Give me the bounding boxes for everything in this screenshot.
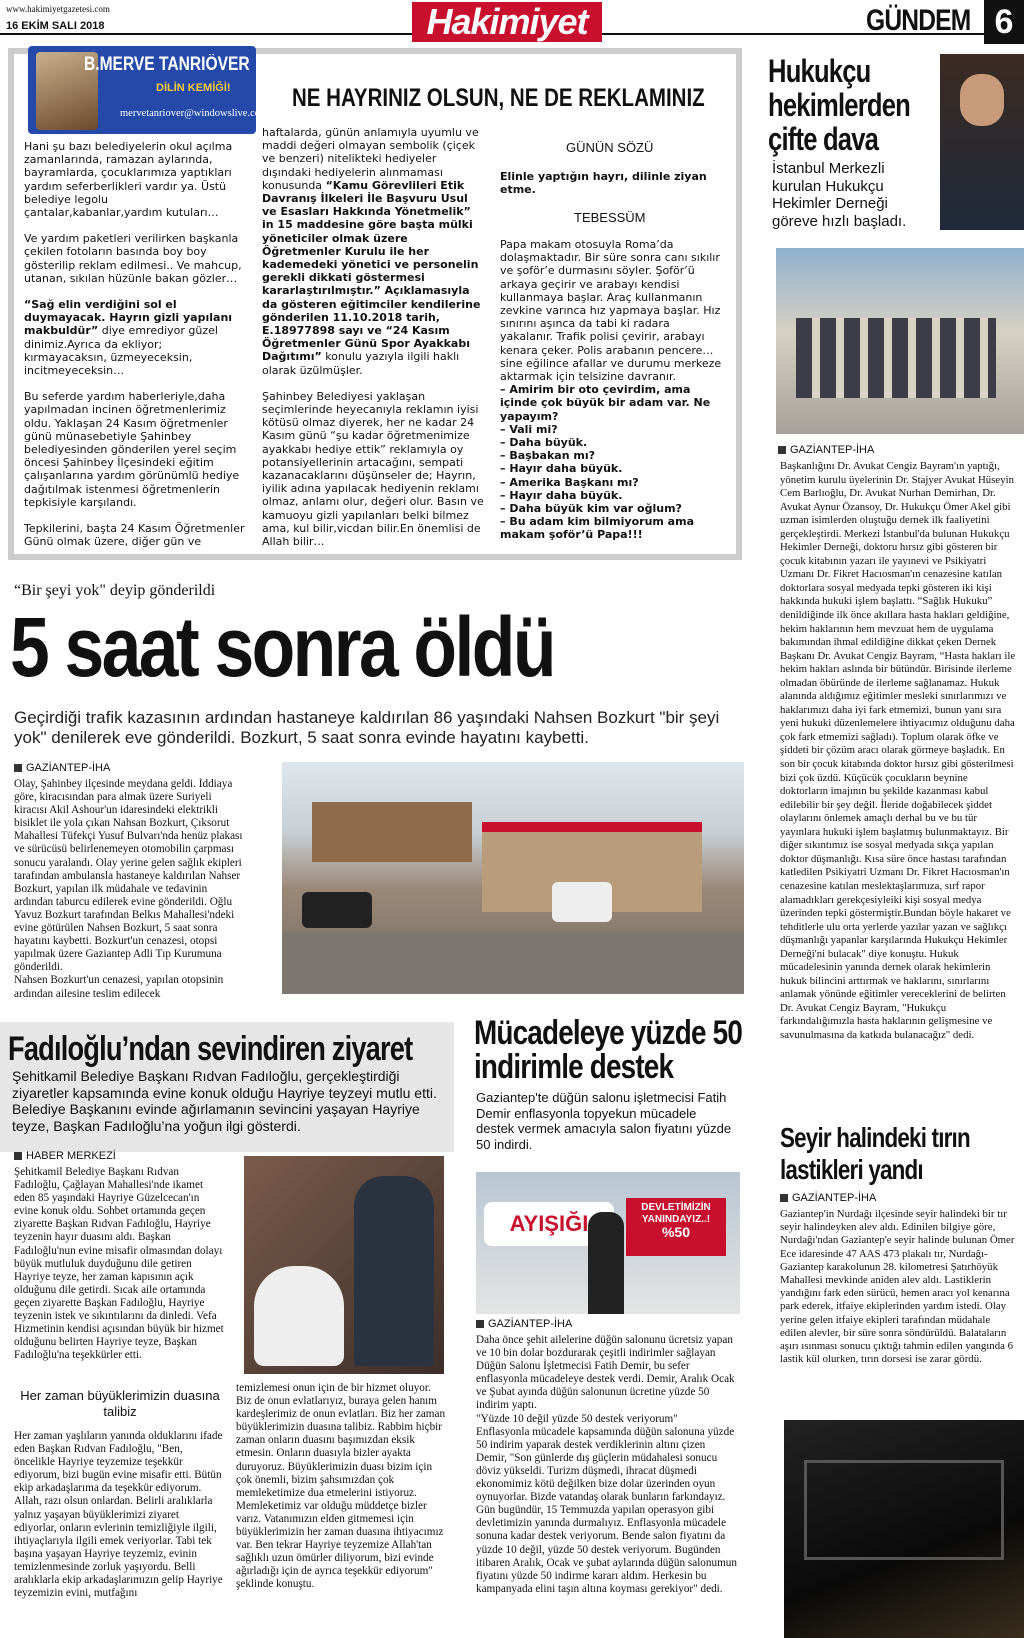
fad-body-2: Her zaman yaşlıların yanında olduklarını ifade eden Başkan Rıdvan Fadıloğlu, "Ben, öncelikle Hayriye teyzemize teşekkür ediyorum, bizi bugün evine misafir etti. Bütün ekip arkadaşlarıma da teşekkür ediyorum. Allah, razı olsun onlardan. Belirli aralıklarla yalnız yaşayan büyüklerimizi ziyaret ediyorlar, onların evlerinin temizliğiyle ilgili, ihtiyaçlarıyla ilgili emek veriyorlar. Tabi tek başına yaşayan Hayriye teyzemiz, evinin temizlenmesinde zorluk yaşıyordu. Belli aralıklarla ekip arkadaşlarımızın gelip Hayriye teyzemizin evini, mutfağını xyxy=(14,1430,223,1600)
bullet-icon xyxy=(14,764,22,772)
paragraph: Olay, Şahinbey ilçesinde meydana geldi. İddiaya göre, kiracısından para almak üzere Suriyeli kiracısı Akil Ashour'un idaresindeki elektrikli bisiklet ile yola çıkan Nahsan Bozkurt, Çıksorut Mahallesi Tüfekçi Yusuf Bulvarı'nda henüz plakası ve sürücüsü belirlenemeyen otomobilin çarpması sonucu yaralandı. Olay yerine gelen sağlık ekipleri tarafından ambulansla hastaneye kaldırılan Nahser Bozkurt, yapılan ilk müdahale ve tedavinin ardından taburcu edilerek evine gönderildi. Oğlu Yavuz Bozkurt tarafından Belkıs Mahallesi'ndeki evine götürülen Nahsen Bozkurt, 5 saat sonra hayatını kaybetti. Bozkurt'un cenazesi, otopsi yapılmak üzere Gaziantep Adli Tıp Kurumuna gönderildi. xyxy=(14,778,243,974)
r1-headline: Hukukçu hekimlerden çifte dava xyxy=(768,53,911,157)
bullet-icon xyxy=(476,1320,484,1328)
man-figure xyxy=(588,1212,624,1314)
column-text-2 xyxy=(262,126,484,550)
dug-lead: Gaziantep'te düğün salonu işletmecisi Fatih Demir enflasyonla topyekun mücadele destek vermek amacıyla salon fiyatını yüzde 50 indirdi. xyxy=(476,1090,732,1152)
lawyer-portrait xyxy=(940,54,1024,230)
truck-fire-photo xyxy=(784,1420,1024,1638)
r1-body: Başkanlığını Dr. Avukat Cengiz Bayram'ın yaptığı, yönetim kurulu üyelerinin Dr. Stajyer Avukat Hüseyin Cem Barlıoğlu, Dr. Avukat Nurhan Demirhan, Dr. Avukat Aynur Özansoy, Dr. Hukukçu Ömer Akel gibi uzman isimlerden oluştuğu dernek ilk faaliyetini gerçekleştirdi. Merkezi İstanbul'da bulunan Hukukçu Hekimler Derneği, doktoru hırsız gibi gösteren bir çocuk kitabının yazarı ile yayınevi ve Psikiyatri Uzmanı Dr. Fikret Hacıosman'ın cenazesine katılan doktorlara sosyal medyada tepki gösteren iki kişi hakkında hukuki işlem başlattı. “Sağlık Hukuku” denildiğinde ilk önce akıllara hasta hakları geldiğine, hekim haklarının hem mevzuat hem de uygulama bakımından ihmal edildiğine dikkat çeken Dernek Başkanı Dr. Avukat Cengiz Bayram, “Hasta hakları ile hekim hakları aslında bir bütündür. Birisinde ilerleme olmadan öbüründe de ilerleme sağlanamaz. Hukuk alanında aldığımız eğitimler mesleki sınırlarımızı ve haklarımızı daha iyi fark etmemizi, bunun yanı sıra yeni hukuki düzenlemelere ihtiyacımız olduğunu daha çok fark etmemizi sağladı). Toplum olarak öfke ve şiddeti bir çözüm aracı olarak görmeye başladık. En son bir çocuk kitabında doktor hırsız gibi gösterilmesi bizi çok üzdü. Küçücük çocukların beynine doktorların imajının bu şekilde kazanması kabul edilebilir bir şey değil. İleride doğabilecek şiddet olaylarını önlemek amaçlı derhal bu ve bu tür yayınlara hukuki işlem başlatmış bulunmaktayız. Bir diğer sıkıntımız ise sosyal medyada sıkça yapılan doktor düşmanlığı. Kısa süre önce hastası tarafından katledilen Psikiyatri Uzmanı Dr. Fikret Hacıosman'ın cenazesine katılan meslektaşlarımıza, sırf rapor alamadıkları gerekçesiyleiki kişi sosyal medya üzerinden tepki göstermiştir.Bundan böyle hakaret ve tehditlerle ulu orta yerlerde yazılar yazan ve sağlıkçı düşmanlığı yapanlar karşılarında Hukukçu Hekimler Derneği'ni bulacak" diye konuştu. Hukuk mücadelesinin yanında dernek olarak hekimlerin hukuk bilincini arttırmak ve haklarını, sınırlarını anlamak yönünde eğitimler vereceklerini de belirten Dr. Avukat Cengiz Bayram, "Hukukçu farkındalığımızla hasta haklarının gelişmesine ve savunulmasına da katkıda bulanacağız" dedi. xyxy=(780,460,1016,1041)
source-label: GAZİANTEP-İHA xyxy=(790,444,875,456)
dug-headline: Mücadeleye yüzde 50 indirimle destek xyxy=(474,1014,742,1086)
r1-source xyxy=(778,444,874,456)
fad-visit-photo xyxy=(244,1156,444,1374)
source-label: GAZİANTEP-İHA xyxy=(488,1318,573,1330)
fad-source xyxy=(14,1150,116,1162)
main-kicker: “Bir şeyi yok" deyip gönderildi xyxy=(14,582,216,599)
fad-body-3: temizlemesi onun için de bir hizmet oluyor. Biz de onun evlatlarıyız, buraya gelen hanım kardeşlerimiz de onun evlatları. Biz her zaman büyüklerimizin duasına talibiz. Rabbim hiçbir zaman onların duasını başımızdan eksik etmesin. Onların duasıyla bizler ayakta duruyoruz. Büyüklerimizin duası bizim için çok önemli, bizim şahsımızdan çok memleketimize dua etmelerini istiyoruz. Memleketimiz var olduğu müddetçe bizler varız. Vatanımızın elden gitmemesi için büyüklerimizin her zaman duasına ihtiyacımız var. Ben tekrar Hayriye teyzemize Allah'tan sağlıklı uzun ömürler diliyorum, bizi evinde ağırladığı için de ayrıca teşekkür ediyorum" şeklinde konuştu. xyxy=(236,1382,446,1591)
paragraph: Ve yardım paketleri verilirken başkanla çekilen fotoların basında boy boy gösterilip reklam edilmesi.. Ve mahcup, utanan, sıkılan hüzünle bakan gözler… xyxy=(24,232,242,285)
salon-sign: AYIŞIĞI xyxy=(484,1202,614,1246)
joke-body: Papa makam otosuyla Roma’da dolaşmaktadır. Bir süre sonra canı sıkılır ve şoför’e durmasını söyler. Şoför’ü arkaya geçirir ve arabayı kendisi kullanmaya başlar. Araç kullanmanın zevkine varınca hız yapmaya başlar. Hız sınırını aşınca da tabi ki radara yakalanır. Trafik polisi çevirir, arabayı kenara çeker. Polis arabanın pencere…sine eğilince afallar ve durumu merkeze aktarmak için telsizine davranır. xyxy=(500,238,722,384)
r1-lead: İstanbul Merkezli kurulan Hukukçu Hekimler Derneği göreve hızlı başladı. xyxy=(772,160,907,230)
quote-title: GÜNÜN SÖZÜ xyxy=(566,140,654,155)
main-body xyxy=(14,778,246,1000)
house-roof xyxy=(312,802,472,862)
fad-subhead: Her zaman büyüklerimizin duasına talibiz xyxy=(20,1388,220,1419)
source-label: GAZİANTEP-İHA xyxy=(26,762,111,774)
paragraph: Hani şu bazı belediyelerin okul açılma zamanlarında, ramazan aylarında, bayramlarda, çocuklarımıza yaptıkları yardım seferberlikleri vardır ya. Üstü belediye legolu çantalar,kabanlar,yardım kutuları… xyxy=(24,140,233,220)
car xyxy=(302,892,372,928)
paragraph: Bu seferde yardım haberleriyle,daha yapılmadan incinen öğretmenlerimiz oldu. Yaklaşan 24 Kasım öğretmenler günü münasebetiyle Şahinbey belediyesinden gönderilen yerel seçim öncesi Şahinbey İlçesindeki eğitim çalışanlarına yardım görünümlü hediye dağıtılmak istenmesi öğretmenlerin tepkisiyle karşılandı. xyxy=(24,390,240,509)
main-lead: Geçirdiği trafik kazasının ardından hastaneye kaldırılan 86 yaşındaki Nahsen Bozkurt "bir şeyi yok" denilerek eve gönderildi. Bozkurt, 5 saat sonra evinde hayatını kaybetti. xyxy=(14,708,720,747)
dug-photo xyxy=(476,1172,740,1314)
fad-headline: Fadıloğlu’ndan sevindiren ziyaret xyxy=(8,1030,413,1068)
main-headline: 5 saat sonra öldü xyxy=(10,600,554,694)
newspaper-logo: Hakimiyet xyxy=(412,2,602,42)
paragraph: Daha önce şehit ailelerine düğün salonunu ücretsiz yapan ve 10 bin dolar bozdurarak çeşitli indirimler sağlayan Düğün Salonu İşletmecisi Fatih Demir, bu sefer enflasyonla mücadeleye destek verdi. Demir, Aralık Ocak ve Şubat ayında düğün salonunun ücretine yüzde 50 indirim yaptı. xyxy=(476,1334,735,1412)
van xyxy=(552,882,612,922)
issue-date: 16 EKİM SALI 2018 xyxy=(6,20,105,32)
bullet-icon xyxy=(778,446,786,454)
bullet-icon xyxy=(14,1152,22,1160)
bold-quote: “Sağ elin verdiğini sol el duymayacak. Hayrın gizli yapılanı makbuldür” xyxy=(24,298,233,338)
source-label: HABER MERKEZİ xyxy=(26,1150,116,1162)
people-group xyxy=(796,318,996,398)
banner-text: DEVLETİMİZİN YANINDAYIZ..! xyxy=(641,1202,711,1225)
paragraph xyxy=(24,298,246,377)
truck-silhouette xyxy=(804,1460,1004,1560)
source-label: GAZİANTEP-İHA xyxy=(792,1192,877,1204)
fad-body: Şehitkamil Belediye Başkanı Rıdvan Fadıloğlu, Çağlayan Mahallesi'nde ikamet eden 85 yaşındaki Hayriye Güzelcecan'ın evine konuk oldu. Sohbet ortamında geçen ziyarette Başkan Rıdvan Fadıloğlu, Hayriye teyzenin hayır duasını aldı. Başkan Fadıloğlu'nun evine misafir olmasından dolayı büyük mutluluk duyduğunu dile getiren Hayriye teyze, her zaman kapısının açık olduğunu dile getirdi. Sıcak aile ortamında geçen ziyarette Başkan Fadıloğlu, Hayriye teyzenin istek ve sıkıntılarını da dinledi. Vefa Hizmetinin kendisi açısından büyük bir hizmet olduğunu belirten Hayriye teyze, Başkan Fadıloğlu'na teşekkürler etti. xyxy=(14,1166,224,1362)
stairs xyxy=(282,932,744,994)
bold-text: “Kamu Görevlileri Etik Davranış İlkeleri İle Başvuru Usul ve Esasları Hakkında Yönetmelik” in 15 maddesine göre başta mülki yöneticiler olmak üzere Öğretmenler Kurulu ile her kademedeki yönetici ve personelin gerekli dikkati göstermesi kararlaştırılmıştır.” Açıklamasıyla da gösteren eğitimciler kendilerine gönderilen 11.10.2018 tarih, E.18977898 sayı ve “24 Kasım Öğretmenler Günü Spor Ayakkabı Dağıtımı” xyxy=(262,178,481,364)
banner-percent: %50 xyxy=(661,1224,691,1240)
page-number: 6 xyxy=(984,0,1024,44)
author-email: mervetanriover@windowslive.com xyxy=(120,108,269,119)
quote-text: Elinle yaptığın hayrı, dilinle ziyan etme. xyxy=(500,170,707,197)
paragraph: Tepkilerini, başta 24 Kasım Öğretmenler Günü olmak üzere, diğer gün ve xyxy=(24,522,245,549)
face xyxy=(960,74,1004,126)
column-title: NE HAYRINIZ OLSUN, NE DE REKLAMINIZ xyxy=(292,84,705,112)
dug-body xyxy=(476,1334,738,1634)
paragraph: Nahsen Bozkurt'un cenazesi, yapılan otopsinin ardından ailesine teslim edilecek xyxy=(14,974,224,1000)
fad-lead: Şehitkamil Belediye Başkanı Rıdvan Fadıloğlu, gerçekleştirdiği ziyaretler kapsamında evine konuk olduğu Hayriye teyzeyi mutlu etti. Belediye Başkanını evinde ağırlamanın sevincini yaşayan Hayriye teyze, Başkan Fadıloğlu’na yoğun ilgi gösterdi. xyxy=(12,1068,437,1134)
section-title: GÜNDEM xyxy=(866,4,971,37)
column-text-1 xyxy=(24,140,246,550)
text: diye emrediyor güzel dinimiz.Ayrıca da ekliyor; kırmayacaksın, üzmeyeceksin, incitmeyeceksin… xyxy=(24,324,218,378)
r2-headline: Seyir halindeki tırın lastikleri yandı xyxy=(780,1122,970,1185)
column-name: DİLİN KEMİĞİ! xyxy=(156,82,231,94)
joke-title: TEBESSÜM xyxy=(574,210,646,225)
text: konulu yazıyla ilgili haklı olarak üzülmüşler. xyxy=(262,350,460,377)
mayor-figure xyxy=(354,1176,434,1366)
text: haftalarda, günün anlamıyla uyumlu ve maddi değeri olmayan sembolik (çiçek ve benzeri) nitelikteki hediyeler dışındaki hediyelerin alınmaması konusunda xyxy=(262,126,479,192)
author-name: B.MERVE TANRIÖVER xyxy=(84,54,250,75)
joke-dialogue: – Amirim bir oto çevirdim, ama içinde çok büyük bir adam var. Ne yapayım? – Vali mi? – Daha büyük. – Başbakan mı? – Hayır daha büyük. – Amerika Başkanı mı? – Hayır daha büyük. – Daha büyük kim var oğlum? – Bu adam kim bilmiyorum ama makam şoför’ü Papa!!! xyxy=(500,383,711,542)
main-source xyxy=(14,762,110,774)
discount-banner xyxy=(626,1198,726,1256)
doctors-group-photo xyxy=(776,248,1024,434)
r2-body: Gaziantep'in Nurdağı ilçesinde seyir halindeki bir tır seyir halindeyken alev aldı. Edinilen bilgiye göre, Nurdağı'ndan Gaziantep'e seyir halinde bulunan Ömer Ece idaresinde 47 AAS 473 plakalı tır, Nurdağı-Gaziantep karakolunun 28. kilometresi Şatırhöyük Mahallesi mevkinde aniden alev aldı. Lastiklerin yandığını fark eden sürücü, hemen aracı yol kenarına park ederek, itfaiye ekiplerinden yardım istedi. Olay yerine gelen itfaiye ekipleri tarafından müdahale edilen alevler, bir süre sonra söndürüldü. Balataların aşırı ısınması sonucu çıktığı tahmin edilen yangında 6 lastik kül olurken, tırın dorsesi ise zarar gördü. xyxy=(780,1208,1015,1366)
joke-text xyxy=(500,238,722,556)
paragraph: Şahinbey Belediyesi yaklaşan seçimlerinde heyecanıyla reklamın iyisi kötüsü olmaz diyerek, her ne kadar 24 Kasım günü “şu kadar öğretmenimize ayakkabı hediye ettik” reklamıyla oy potansiyellerinin artacağını, sempati kazanacaklarını düşünseler de; Hayrın, iyilik adına yapılacak hediyenin reklamı olmaz, anlamı olur, değeri olur. Basın ve kamuoyu gizli yapılanları belki bilmez ama, kul bilir,vicdan bilir.En önemlisi de Allah bilir… xyxy=(262,389,484,549)
author-banner xyxy=(28,46,269,134)
bullet-icon xyxy=(780,1194,788,1202)
paragraph: Enflasyonla mücadele kapsamında düğün salonuna yüzde 50 indirim yaparak destek verdiklerinin altını çizen Demir, "Son günlerde dış güçlerin müdahalesi sonucu döviz yükseldi. Turizm düşmedi, ihracat düşmedi ekonomimiz kötü değilken bize dolar üzerinden oyun oynuyorlar. Bizde vatandaş olarak bunların farkındayız. Gün bugündür, 15 Temmuzda yapılan operasyon gibi devletimizin yanında durmalıyız. Enflasyonla mücadele sonuna kadar destek veriyorum. Bende salon fiyatını da yüzde 10 değil, yüzde 50 destek veriyorum. Bugünden itibaren Aralık, Ocak ve şubat aylarında düğün salonumun fiyatını yüzde 50 indirme kararı aldım. Herkesin bu kampanyada elini taşın altına koyması gerekiyor" dedi. xyxy=(476,1425,737,1595)
accident-house-photo xyxy=(282,762,744,994)
dug-source xyxy=(476,1318,572,1330)
paragraph xyxy=(262,126,484,377)
elder-woman xyxy=(254,1266,344,1366)
site-url: www.hakimiyetgazetesi.com xyxy=(6,4,110,14)
r2-source xyxy=(780,1192,876,1204)
quote-subhead: "Yüzde 10 değil yüzde 50 destek veriyorum" xyxy=(476,1412,678,1425)
